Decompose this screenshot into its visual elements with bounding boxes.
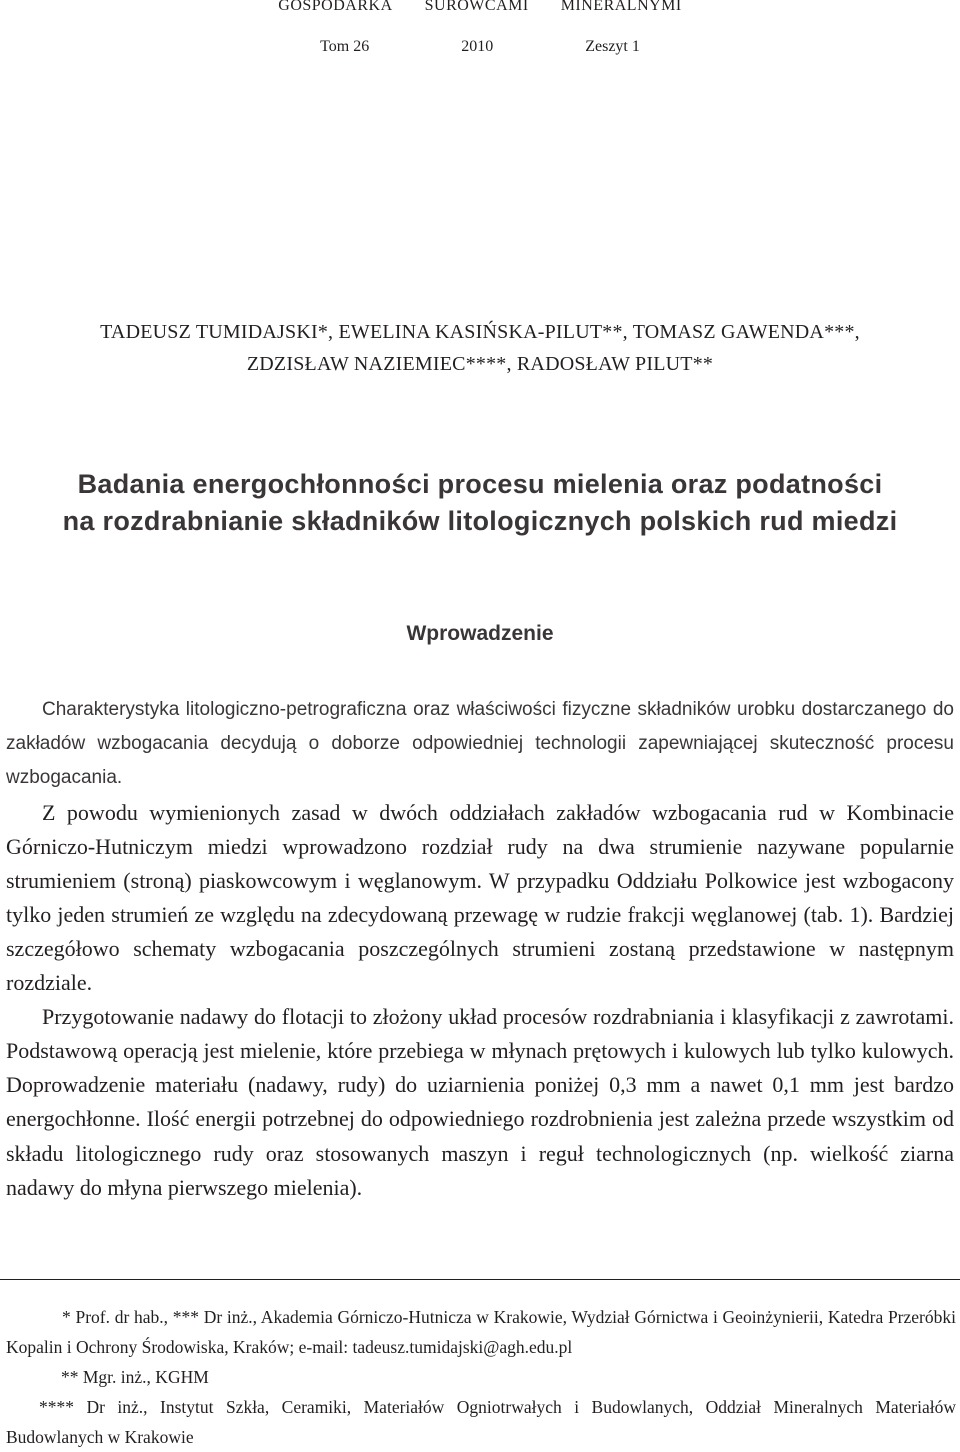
volume-label: Tom 26 — [320, 38, 370, 55]
footnotes — [6, 1302, 956, 1452]
author-line: TADEUSZ TUMIDAJSKI*, EWELINA KASIŃSKA-PILUT**, TOMASZ GAWENDA***, — [100, 321, 860, 343]
body-text — [6, 693, 954, 1205]
footnote: ** Mgr. inż., KGHM — [61, 1367, 209, 1387]
issue-label: Zeszyt 1 — [585, 38, 640, 55]
section-heading: Wprowadzenie — [406, 622, 554, 645]
journal-name-part: MINERALNYMI — [560, 0, 682, 14]
year-label: 2010 — [461, 38, 494, 55]
footnote-divider — [0, 1279, 960, 1280]
footnote: * Prof. dr hab., *** Dr inż., Akademia Górniczo-Hutnicza w Krakowie, Wydział Górnictwa i Geoinżynierii, Katedra Przeróbki Kopalin i Ochrony Środowiska, Kraków; e-mail: tadeusz.tumidajski@agh.edu.pl — [6, 1307, 956, 1357]
paragraph: Przygotowanie nadawy do flotacji to złożony układ procesów rozdrabniania i klasyfikacji z zawrotami. Podstawową operacją jest mielenie, które przebiega w młynach prętowych i kulowych lub tylko kulowych. Doprowadzenie materiału (nadawy, rudy) do uziarnienia poniżej 0,3 mm a nawet 0,1 mm jest bardzo energochłonne. Ilość energii potrzebnej do odpowiedniego rozdrobnienia jest zależna przede wszystkim od składu litologicznego rudy oraz stosowanych maszyn i reguł technologicznych (np. wielkość ziarna nadawy do młyna pierwszego mielenia). — [6, 1004, 954, 1200]
author-list — [0, 316, 960, 380]
author-line: ZDZISŁAW NAZIEMIEC****, RADOSŁAW PILUT** — [246, 353, 714, 375]
paragraph: Z powodu wymienionych zasad w dwóch oddziałach zakładów wzbogacania rud w Kombinacie Górniczo-Hutniczym miedzi wprowadzono rozdział rudy na dwa strumienie nazywane popularnie strumieniem (stroną) piaskowcowym i węglanowym. W przypadku Oddziału Polkowice jest wzbogacony tylko jeden strumień ze względu na zdecydowaną przewagę w rudzie frakcji węglanowej (tab. 1). Bardziej szczegółowo schematy wzbogacania poszczególnych strumieni zostaną przedstawione w następnym rozdziale. — [6, 799, 954, 996]
journal-name-part: SUROWCAMI — [424, 0, 529, 14]
title-line: na rozdrabnianie składników litologicznych polskich rud miedzi — [62, 506, 898, 536]
paragraph: Charakterystyka litologiczno-petrograficzna oraz właściwości fizyczne składników urobku dostarczanego do zakładów wzbogacania decydują o doborze odpowiedniej technologii zapewniającej skuteczność procesu wzbogacania. — [6, 699, 954, 789]
footnote: **** Dr inż., Instytut Szkła, Ceramiki, Materiałów Ogniotrwałych i Budowlanych, Oddział Mineralnych Materiałów Budowlanych w Krakowie — [6, 1397, 956, 1447]
paper-title — [0, 466, 960, 540]
journal-name-part: GOSPODARKA — [278, 0, 393, 14]
title-line: Badania energochłonności procesu mielenia oraz podatności — [77, 469, 883, 499]
issue-info — [0, 38, 960, 56]
journal-name — [0, 0, 960, 15]
